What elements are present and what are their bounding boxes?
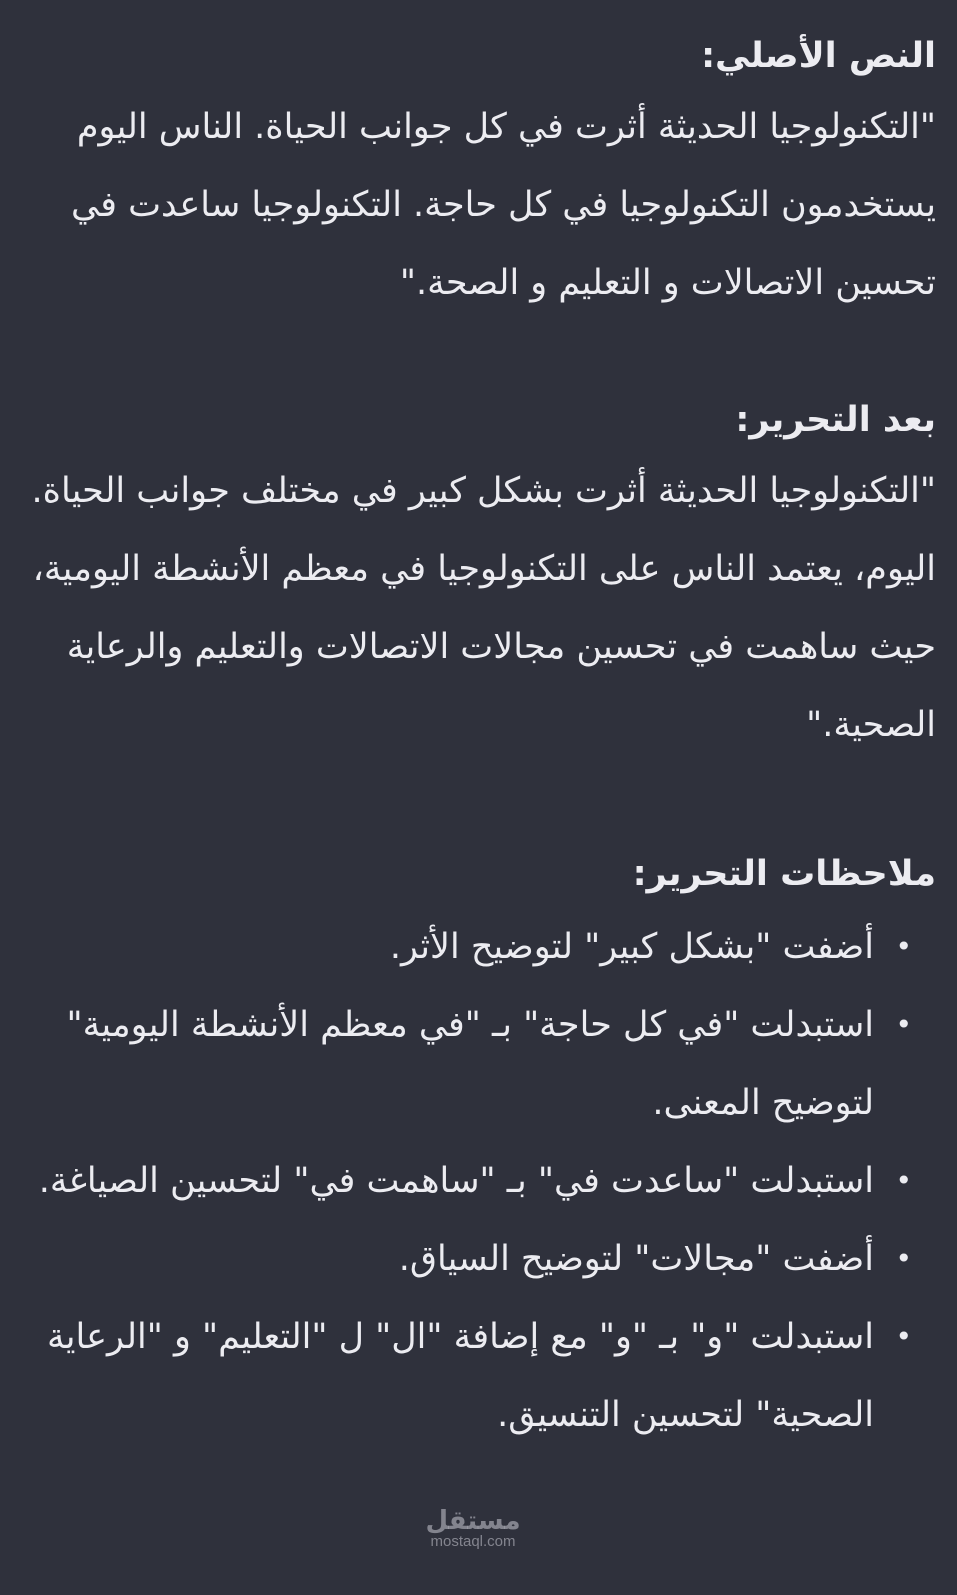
section-spacer	[20, 322, 936, 390]
list-item	[20, 908, 936, 986]
list-item	[20, 1298, 936, 1454]
edited-text-heading: بعد التحرير:	[735, 400, 936, 440]
watermark-logo-text: مستقل	[425, 1506, 521, 1536]
editing-notes-heading: ملاحظات التحرير:	[632, 854, 936, 894]
bullet-icon: •	[895, 1008, 912, 1041]
original-text-heading: النص الأصلي:	[701, 36, 936, 76]
list-item-text: أضفت "بشكل كبير" لتوضيح الأثر.	[389, 927, 874, 967]
section-spacer	[20, 764, 936, 844]
mostaql-watermark	[408, 1508, 538, 1550]
bullet-icon: •	[895, 1320, 912, 1353]
original-text-paragraph: "التكنولوجيا الحديثة أثرت في كل جوانب الحياة. الناس اليوم يستخدمون التكنولوجيا في كل حاجة. التكنولوجيا ساعدت في تحسين الاتصالات و التعليم و الصحة."	[71, 107, 936, 303]
list-item-text: استبدلت "و" بـ "و" مع إضافة "ال" ل "التعليم" و "الرعاية الصحية" لتحسين التنسيق.	[46, 1317, 874, 1435]
list-item-text: استبدلت "في كل حاجة" بـ "في معظم الأنشطة اليومية" لتوضيح المعنى.	[66, 1005, 874, 1123]
bullet-icon: •	[895, 1242, 912, 1275]
list-item	[20, 986, 936, 1142]
list-item-text: أضفت "مجالات" لتوضيح السياق.	[398, 1239, 874, 1279]
watermark-domain: mostaql.com	[430, 1533, 516, 1550]
list-item	[20, 1220, 936, 1298]
bullet-icon: •	[895, 1164, 912, 1197]
message-content	[20, 26, 936, 1454]
list-item	[20, 1142, 936, 1220]
edited-text-paragraph: "التكنولوجيا الحديثة أثرت بشكل كبير في مختلف جوانب الحياة. اليوم، يعتمد الناس على التكنولوجيا في معظم الأنشطة اليومية، حيث ساهمت في تحسين مجالات الاتصالات والتعليم والرعاية الصحية."	[31, 471, 936, 745]
list-item-text: استبدلت "ساعدت في" بـ "ساهمت في" لتحسين الصياغة.	[38, 1161, 874, 1201]
editing-notes-list	[20, 908, 936, 1454]
bullet-icon: •	[895, 930, 912, 963]
